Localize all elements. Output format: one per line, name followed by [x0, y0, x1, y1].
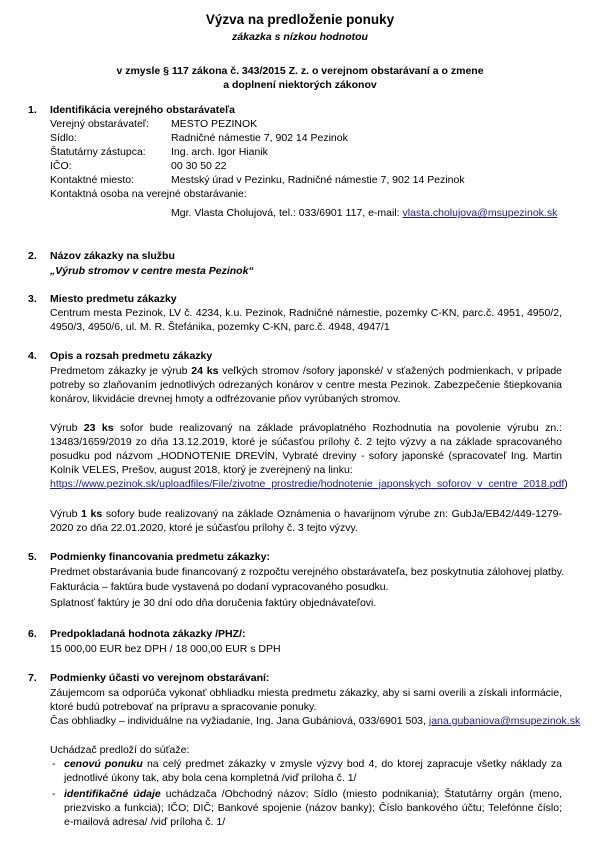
- section-3-number: 3.: [28, 293, 37, 305]
- contact-person-label: Kontaktná osoba na verejné obstarávanie:: [50, 188, 247, 200]
- section-1-number: 1.: [28, 104, 37, 116]
- requirement-price-offer: cenovú ponuku na celý predmet zákazky v zmysle výzvy bod 4, do ktorej zapracuje všetky náklady za jednotlivé úkony tak, aby bola cena kompletná /viď príloha č. 1/: [64, 758, 562, 784]
- section-4-heading: Opis a rozsah predmetu zákazky: [50, 350, 213, 362]
- inspection-time-line: Čas obhliadky – individuálne na vyžiadanie, Ing. Jana Gubániová, 033/6901 503, jana.gubaniova@msupezinok.sk: [50, 715, 581, 727]
- description-paragraph-3: Výrub 1 ks sofory bude realizovaný na základe Oznámenia o havarijnom výrube zn: GubJa/EB42/449-1279-2020 zo dňa 22.01.2020, ktoré je súčasťou prílohy č. 3 tejto výzvy.: [50, 508, 562, 534]
- section-2-heading: Názov zákazky na službu: [50, 250, 175, 262]
- contact-person-line: [171, 206, 557, 220]
- section-6-heading: Predpokladaná hodnota zákazky /PHZ/:: [50, 628, 246, 640]
- contract-name: „Výrub stromov v centre mesta Pezinok“: [50, 265, 254, 277]
- ico-label: IČO:: [50, 160, 72, 172]
- seat-label: Sídlo:: [50, 132, 77, 144]
- contact-person-text: Mgr. Vlasta Cholujová, tel.: 033/6901 117, e-mail:: [171, 207, 403, 219]
- description-paragraph-1: Predmetom zákazky je výrub 24 ks veľkých stromov /sofory japonské/ v sťažených podmienkach, v prípade potreby so zlaňovaním jednotlivých odrezaných konárov v centre mesta Pezinok. Zabezpečenie štiepkovania konárov, likvidácie drevnej hmoty a odfrézovanie pňov vyrúbaných stromov.: [50, 365, 562, 405]
- contact-email-link[interactable]: vlasta.cholujova@msupezinok.sk: [402, 207, 558, 219]
- inspection-paragraph: Záujemcom sa odporúča vykonať obhliadku miesta predmetu zákazky, aby si sami overili a získali informácie, ktoré budú potrebovať na prípravu a spracovanie ponuky.: [50, 687, 562, 713]
- contact-place-label: Kontaktné miesto:: [50, 174, 135, 186]
- financing-line-1: Predmet obstarávania bude financovaný z rozpočtu verejného obstarávateľa, bez poskytnutia zálohovej platby.: [50, 566, 565, 578]
- section-4-number: 4.: [28, 350, 37, 362]
- document-title: Výzva na predloženie ponuky: [205, 12, 395, 27]
- financing-line-3: Splatnosť faktúry je 30 dní odo dňa doručenia faktúry objednávateľovi.: [50, 597, 377, 609]
- section-6-number: 6.: [28, 628, 37, 640]
- section-5-heading: Podmienky financovania predmetu zákazky:: [50, 551, 270, 563]
- section-7-number: 7.: [28, 672, 37, 684]
- section-2-number: 2.: [28, 250, 37, 262]
- submission-intro: Uchádzač predloží do súťaže:: [50, 744, 190, 756]
- section-3-heading: Miesto predmetu zákazky: [50, 293, 177, 305]
- bullet-marker: -: [52, 758, 56, 770]
- representative-label: Štatutárny zástupca:: [50, 146, 146, 158]
- legal-basis-line-1: v zmysle § 117 zákona č. 343/2015 Z. z. o verejnom obstarávaní a o zmene: [116, 65, 484, 77]
- estimated-value: 15 000,00 EUR bez DPH / 18 000,00 EUR s DPH: [50, 643, 281, 655]
- buyer-label: Verejný obstarávateľ:: [50, 118, 149, 130]
- inspection-email-link[interactable]: jana.gubaniova@msupezinok.sk: [428, 715, 581, 727]
- financing-line-2: Fakturácia – faktúra bude vystavená po dodaní vypracovaného posudku.: [50, 581, 389, 593]
- requirement-identification: identifikačné údaje uchádzača /Obchodný názov; Sídlo (miesto podnikania); Štatutárny orgán (meno, priezvisko a funkcia); IČO; DIČ; Bankové spojenie (názov banky); Číslo bankového účtu; Telefónne číslo; e-mailová adresa/ /viď príloha č. 1/: [64, 788, 562, 828]
- legal-basis-line-2: a doplnení niektorých zákonov: [223, 79, 377, 91]
- contact-place-value: Mestský úrad v Pezinku, Radničné námestie 7, 902 14 Pezinok: [171, 174, 465, 186]
- assessment-link[interactable]: https://www.pezinok.sk/uploadfiles/File/zivotne_prostredie/hodnotenie_japonskych_soforov_v_centre_2018.pdf: [50, 478, 565, 490]
- section-5-number: 5.: [28, 551, 37, 563]
- ico-value: 00 30 50 22: [171, 160, 227, 172]
- section-1-heading: Identifikácia verejného obstarávateľa: [50, 104, 235, 116]
- description-paragraph-2: Výrub 23 ks sofor bude realizovaný na základe právoplatného Rozhodnutia na povolenie výrubu zn.: 13483/1659/2019 zo dňa 13.12.2019, ktoré je súčasťou prílohy č. 2 tejto výzvy a na základe spracovaného posudku pod názvom „HODNOTENIE DREVÍN, Vybraté dreviny - sofory japonské (spracovateľ Ing. Martin Kolník VELES, Prešov, august 2018, ktorý je zverejnený na linku: https://www.pezinok.sk/uploadfiles/File/zivotne_prostredie/hodnotenie_japonskych_soforov_v_centre_2018.pdf): [50, 422, 568, 490]
- representative-value: Ing. arch. Igor Hianik: [171, 146, 268, 158]
- location-line-2: 4950/3, 4950/6, ul. M. R. Štefánika, pozemky C-KN, parc.č. 4948, 4947/1: [50, 321, 390, 333]
- bullet-marker: -: [52, 788, 56, 800]
- location-line-1: Centrum mesta Pezinok, LV č. 4234, k.u. Pezinok, Radničné námestie, pozemky C-KN, parc.č. 4951, 4950/2,: [50, 307, 562, 319]
- buyer-value: MESTO PEZINOK: [171, 118, 258, 130]
- section-7-heading: Podmienky účasti vo verejnom obstarávaní:: [50, 672, 270, 684]
- seat-value: Radničné námestie 7, 902 14 Pezinok: [171, 132, 348, 144]
- document-subtitle: zákazka s nízkou hodnotou: [232, 31, 368, 43]
